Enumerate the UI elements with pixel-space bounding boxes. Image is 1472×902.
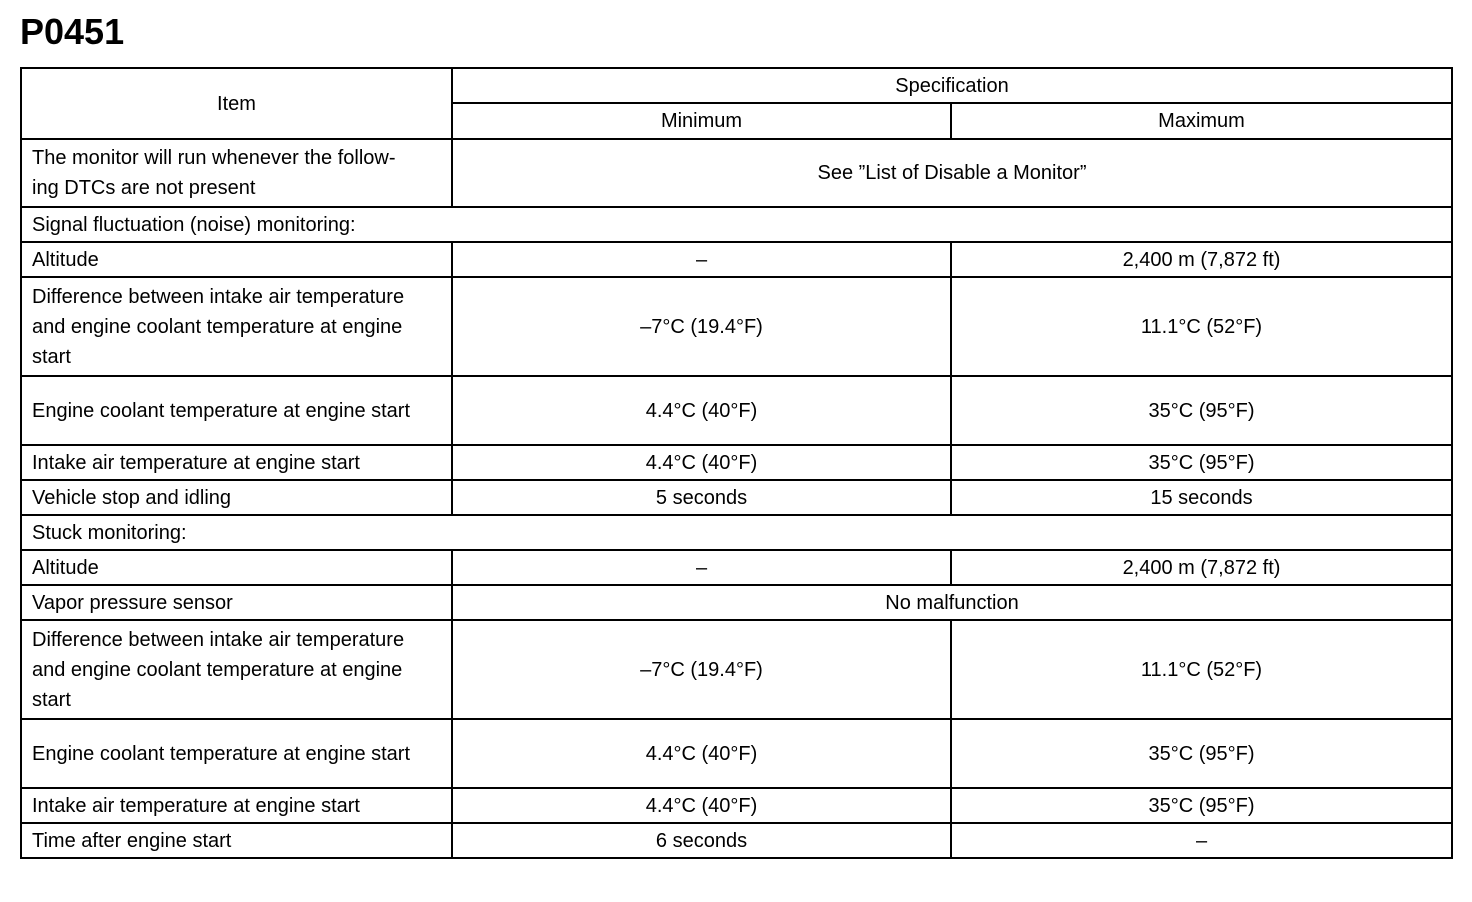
table-row bbox=[21, 445, 1452, 480]
row-max: 35°C (95°F) bbox=[951, 376, 1452, 445]
row-max: 11.1°C (52°F) bbox=[951, 620, 1452, 719]
row-min: –7°C (19.4°F) bbox=[452, 620, 951, 719]
header-specification: Specification bbox=[452, 68, 1452, 103]
table-header bbox=[21, 68, 1452, 139]
row-min: 4.4°C (40°F) bbox=[452, 376, 951, 445]
row-merged-value: No malfunction bbox=[452, 585, 1452, 620]
row-min: 4.4°C (40°F) bbox=[452, 445, 951, 480]
row-max: – bbox=[951, 823, 1452, 858]
table-row bbox=[21, 277, 1452, 376]
row-max: 35°C (95°F) bbox=[951, 788, 1452, 823]
row-item: Engine coolant temperature at engine start bbox=[21, 719, 452, 788]
section-label: Signal fluctuation (noise) monitoring: bbox=[21, 207, 1452, 242]
row-min: 5 seconds bbox=[452, 480, 951, 515]
table-row bbox=[21, 585, 1452, 620]
header-maximum: Maximum bbox=[951, 103, 1452, 139]
row-min: 4.4°C (40°F) bbox=[452, 719, 951, 788]
section-row bbox=[21, 207, 1452, 242]
header-item: Item bbox=[21, 68, 452, 139]
table-row bbox=[21, 480, 1452, 515]
row-min: – bbox=[452, 242, 951, 277]
row-item-line: The monitor will run whenever the follow- bbox=[32, 147, 396, 169]
row-item bbox=[21, 139, 452, 207]
row-min: – bbox=[452, 550, 951, 585]
row-max: 2,400 m (7,872 ft) bbox=[951, 242, 1452, 277]
row-item: Difference between intake air temperature and engine coolant temperature at engine start bbox=[21, 277, 452, 376]
row-max: 35°C (95°F) bbox=[951, 719, 1452, 788]
row-max: 15 seconds bbox=[951, 480, 1452, 515]
row-min: –7°C (19.4°F) bbox=[452, 277, 951, 376]
section-label: Stuck monitoring: bbox=[21, 515, 1452, 550]
row-max: 2,400 m (7,872 ft) bbox=[951, 550, 1452, 585]
row-item: Vehicle stop and idling bbox=[21, 480, 452, 515]
row-max: 35°C (95°F) bbox=[951, 445, 1452, 480]
row-item: Altitude bbox=[21, 242, 452, 277]
specification-table bbox=[20, 67, 1453, 859]
table-row bbox=[21, 823, 1452, 858]
row-max: 11.1°C (52°F) bbox=[951, 277, 1452, 376]
table-row bbox=[21, 788, 1452, 823]
table-row bbox=[21, 376, 1452, 445]
section-row bbox=[21, 515, 1452, 550]
table-row bbox=[21, 139, 1452, 207]
row-merged-value: See ”List of Disable a Monitor” bbox=[452, 139, 1452, 207]
row-item: Intake air temperature at engine start bbox=[21, 445, 452, 480]
table-row bbox=[21, 719, 1452, 788]
table-row bbox=[21, 620, 1452, 719]
header-minimum: Minimum bbox=[452, 103, 951, 139]
row-min: 4.4°C (40°F) bbox=[452, 788, 951, 823]
row-item: Engine coolant temperature at engine start bbox=[21, 376, 452, 445]
row-item: Vapor pressure sensor bbox=[21, 585, 452, 620]
page-title: P0451 bbox=[20, 11, 125, 52]
table-row bbox=[21, 242, 1452, 277]
row-item: Altitude bbox=[21, 550, 452, 585]
table-body bbox=[21, 139, 1452, 858]
row-min: 6 seconds bbox=[452, 823, 951, 858]
row-item: Time after engine start bbox=[21, 823, 452, 858]
row-item: Difference between intake air temperature and engine coolant temperature at engine start bbox=[21, 620, 452, 719]
row-item-line: ing DTCs are not present bbox=[32, 177, 256, 199]
table-row bbox=[21, 550, 1452, 585]
row-item: Intake air temperature at engine start bbox=[21, 788, 452, 823]
